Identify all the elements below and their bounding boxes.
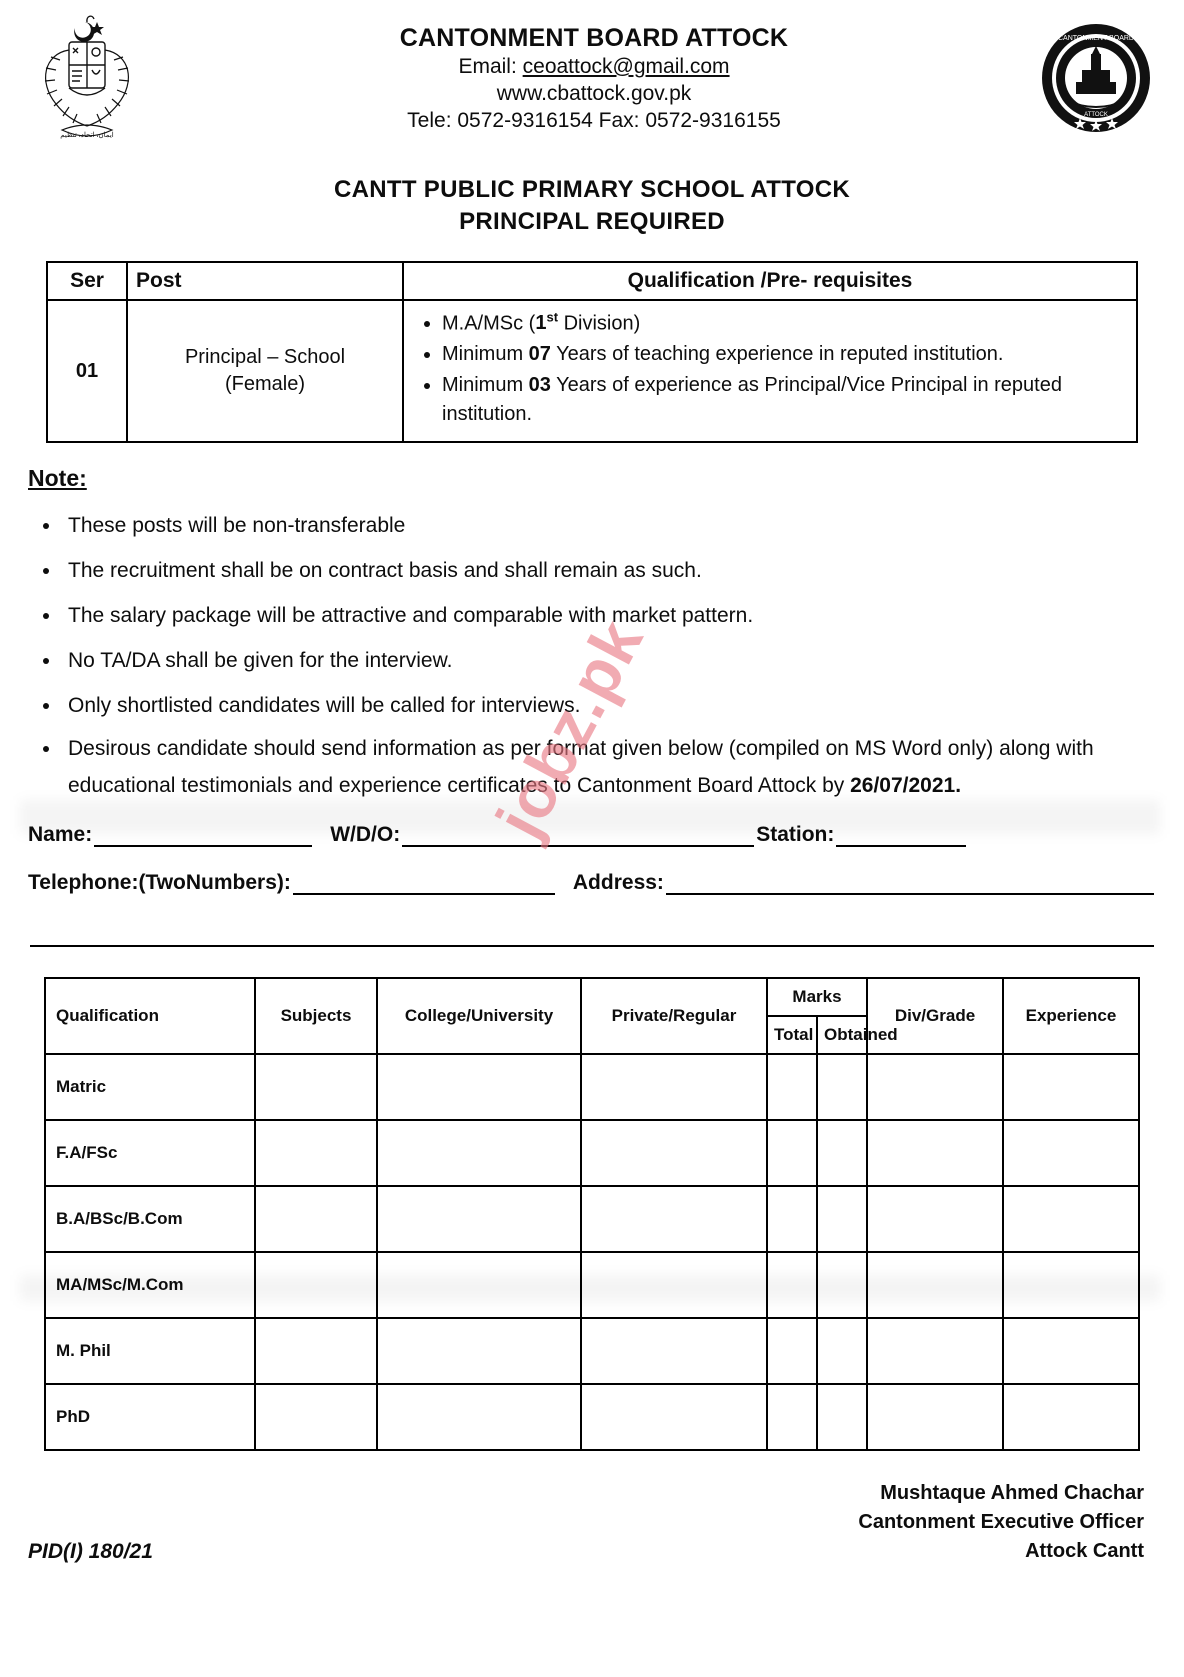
grid-cell-experience[interactable]: [1003, 1384, 1139, 1450]
grid-cell-private-regular[interactable]: [581, 1252, 767, 1318]
grid-cell-total[interactable]: [767, 1252, 817, 1318]
post-table: [46, 261, 1138, 444]
grid-cell-private-regular[interactable]: [581, 1384, 767, 1450]
grid-cell-obtained[interactable]: [817, 1384, 867, 1450]
grid-header-qualification: Qualification: [45, 978, 255, 1054]
grid-cell-obtained[interactable]: [817, 1186, 867, 1252]
signatory-location: Attock Cantt: [1025, 1539, 1144, 1562]
grid-cell-subjects[interactable]: [255, 1054, 377, 1120]
post-table-header-row: [47, 262, 1137, 300]
grid-row-mphil: [45, 1318, 1139, 1384]
post-table-header-ser: Ser: [47, 262, 127, 300]
applicant-form-fields: [28, 823, 1156, 947]
qualification-grid: [44, 977, 1140, 1451]
post-table-header-qualification: Qualification /Pre- requisites: [403, 262, 1137, 300]
grid-row-phd: [45, 1384, 1139, 1450]
cantonment-board-seal-icon: [1036, 18, 1156, 138]
grid-cell-div-grade[interactable]: [867, 1186, 1003, 1252]
form-row-name: [28, 823, 1156, 847]
website-line: www.cbattock.gov.pk: [496, 82, 692, 106]
grid-cell-obtained[interactable]: [817, 1054, 867, 1120]
grid-cell-subjects[interactable]: [255, 1120, 377, 1186]
grid-cell-experience[interactable]: [1003, 1054, 1139, 1120]
grid-cell-college[interactable]: [377, 1252, 581, 1318]
document-footer: [0, 1479, 1184, 1566]
grid-cell-college[interactable]: [377, 1384, 581, 1450]
wdo-input-line[interactable]: [402, 825, 754, 847]
post-row-ser: 01: [47, 300, 127, 443]
grid-cell-div-grade[interactable]: [867, 1252, 1003, 1318]
post-row-post-line2: (Female): [224, 373, 305, 396]
grid-cell-college[interactable]: [377, 1054, 581, 1120]
wdo-label: W/D/O:: [330, 822, 401, 846]
note-item: • The salary package will be attractive and comparable with market pattern.: [62, 596, 1184, 637]
address-input-line[interactable]: [666, 873, 1154, 895]
grid-row-label: Matric: [45, 1054, 255, 1120]
post-row-qualifications: [403, 300, 1137, 443]
pid-number: PID(I) 180/21: [28, 1539, 153, 1563]
grid-header-marks: Marks: [767, 978, 867, 1016]
qualification-item-2: • Minimum 07 Years of teaching experience in reputed institution.: [442, 340, 1126, 369]
grid-cell-college[interactable]: [377, 1186, 581, 1252]
grid-row-label: MA/MSc/M.Com: [45, 1252, 255, 1318]
grid-cell-private-regular[interactable]: [581, 1054, 767, 1120]
header-text-block: [152, 10, 1036, 135]
post-row-post: [127, 300, 403, 443]
grid-header-div-grade: Div/Grade: [867, 978, 1003, 1054]
grid-row-ma-msc-mcom: [45, 1252, 1139, 1318]
grid-row-label: M. Phil: [45, 1318, 255, 1384]
note-list: [0, 506, 1184, 804]
grid-header-total: Total: [767, 1016, 817, 1054]
qualification-item-3: • Minimum 03 Years of experience as Principal/Vice Principal in reputed institution.: [442, 371, 1126, 429]
note-item: • Only shortlisted candidates will be called for interviews.: [62, 686, 1184, 727]
school-title-line1: CANTT PUBLIC PRIMARY SCHOOL ATTOCK: [334, 176, 850, 203]
note-item: • No TA/DA shall be given for the interview.: [62, 641, 1184, 682]
grid-cell-private-regular[interactable]: [581, 1186, 767, 1252]
note-item-deadline: • Desirous candidate should send information as per format given below (compiled on MS Word only) along with educational testimonials and experience certificates to Cantonment Board Attock by 26/07/2021.: [62, 731, 1184, 805]
name-input-line[interactable]: [94, 825, 312, 847]
post-table-row: [47, 300, 1137, 443]
form-row-address-continued: [28, 919, 1156, 947]
grid-cell-private-regular[interactable]: [581, 1318, 767, 1384]
watermark: jobz.pk: [481, 607, 657, 849]
grid-cell-experience[interactable]: [1003, 1120, 1139, 1186]
grid-cell-div-grade[interactable]: [867, 1318, 1003, 1384]
email-value: ceoattock@gmail.com: [522, 54, 730, 78]
grid-cell-college[interactable]: [377, 1318, 581, 1384]
pakistan-state-emblem-icon: [22, 10, 152, 160]
svg-text:ATTOCK: ATTOCK: [1084, 112, 1108, 118]
grid-cell-total[interactable]: [767, 1384, 817, 1450]
email-line: [152, 53, 1036, 80]
station-label: Station:: [756, 822, 835, 846]
post-table-header-post: Post: [127, 262, 403, 300]
grid-header-private-regular: Private/Regular: [581, 978, 767, 1054]
qualification-item-1: • M.A/MSc (1st Division): [442, 309, 1126, 339]
grid-cell-div-grade[interactable]: [867, 1384, 1003, 1450]
grid-cell-experience[interactable]: [1003, 1186, 1139, 1252]
grid-header-obtained: Obtained: [817, 1016, 867, 1054]
grid-cell-private-regular[interactable]: [581, 1120, 767, 1186]
grid-cell-obtained[interactable]: [817, 1120, 867, 1186]
grid-cell-subjects[interactable]: [255, 1318, 377, 1384]
telephone-label: Telephone:(TwoNumbers):: [28, 870, 291, 894]
grid-cell-div-grade[interactable]: [867, 1120, 1003, 1186]
school-title: [0, 174, 1184, 239]
grid-row-fa-fsc: [45, 1120, 1139, 1186]
grid-cell-total[interactable]: [767, 1120, 817, 1186]
grid-cell-experience[interactable]: [1003, 1318, 1139, 1384]
grid-cell-obtained[interactable]: [817, 1318, 867, 1384]
station-input-line[interactable]: [836, 825, 966, 847]
grid-header-subjects: Subjects: [255, 978, 377, 1054]
signatory-title: Cantonment Executive Officer: [858, 1510, 1144, 1533]
grid-cell-college[interactable]: [377, 1120, 581, 1186]
school-title-line2: PRINCIPAL REQUIRED: [459, 208, 725, 236]
contact-line: Tele: 0572-9316154 Fax: 0572-9316155: [407, 109, 781, 133]
grid-cell-total[interactable]: [767, 1054, 817, 1120]
organization-title: CANTONMENT BOARD ATTOCK: [399, 24, 789, 52]
qualification-grid-header-row: [45, 978, 1139, 1016]
post-row-post-line1: Principal – School: [184, 346, 346, 369]
address-label: Address:: [572, 870, 664, 894]
grid-cell-subjects[interactable]: [255, 1186, 377, 1252]
signatory-name: Mushtaque Ahmed Chachar: [880, 1481, 1144, 1504]
grid-row-label: PhD: [45, 1384, 255, 1450]
grid-cell-div-grade[interactable]: [867, 1054, 1003, 1120]
signatory-block: [858, 1479, 1144, 1566]
note-heading: Note:: [28, 465, 87, 492]
grid-header-experience: Experience: [1003, 978, 1139, 1054]
name-label: Name:: [28, 822, 93, 846]
form-row-telephone-address: [28, 871, 1156, 895]
grid-cell-experience[interactable]: [1003, 1252, 1139, 1318]
svg-text:ایمان، اتحاد، تنظیم: ایمان، اتحاد، تنظیم: [60, 131, 114, 139]
grid-cell-obtained[interactable]: [817, 1252, 867, 1318]
grid-cell-total[interactable]: [767, 1186, 817, 1252]
address-input-line-2[interactable]: [30, 925, 1154, 947]
grid-cell-subjects[interactable]: [255, 1384, 377, 1450]
grid-row-label: B.A/BSc/B.Com: [45, 1186, 255, 1252]
grid-row-ba-bsc-bcom: [45, 1186, 1139, 1252]
document-header: [0, 0, 1184, 168]
grid-cell-total[interactable]: [767, 1318, 817, 1384]
grid-cell-subjects[interactable]: [255, 1252, 377, 1318]
grid-header-college: College/University: [377, 978, 581, 1054]
note-item: • These posts will be non-transferable: [62, 506, 1184, 547]
svg-text:CANTONMENT BOARD: CANTONMENT BOARD: [1058, 35, 1134, 42]
email-label: Email:: [458, 54, 523, 78]
grid-row-label: F.A/FSc: [45, 1120, 255, 1186]
grid-row-matric: [45, 1054, 1139, 1120]
note-item: • The recruitment shall be on contract basis and shall remain as such.: [62, 551, 1184, 592]
telephone-input-line[interactable]: [293, 873, 555, 895]
